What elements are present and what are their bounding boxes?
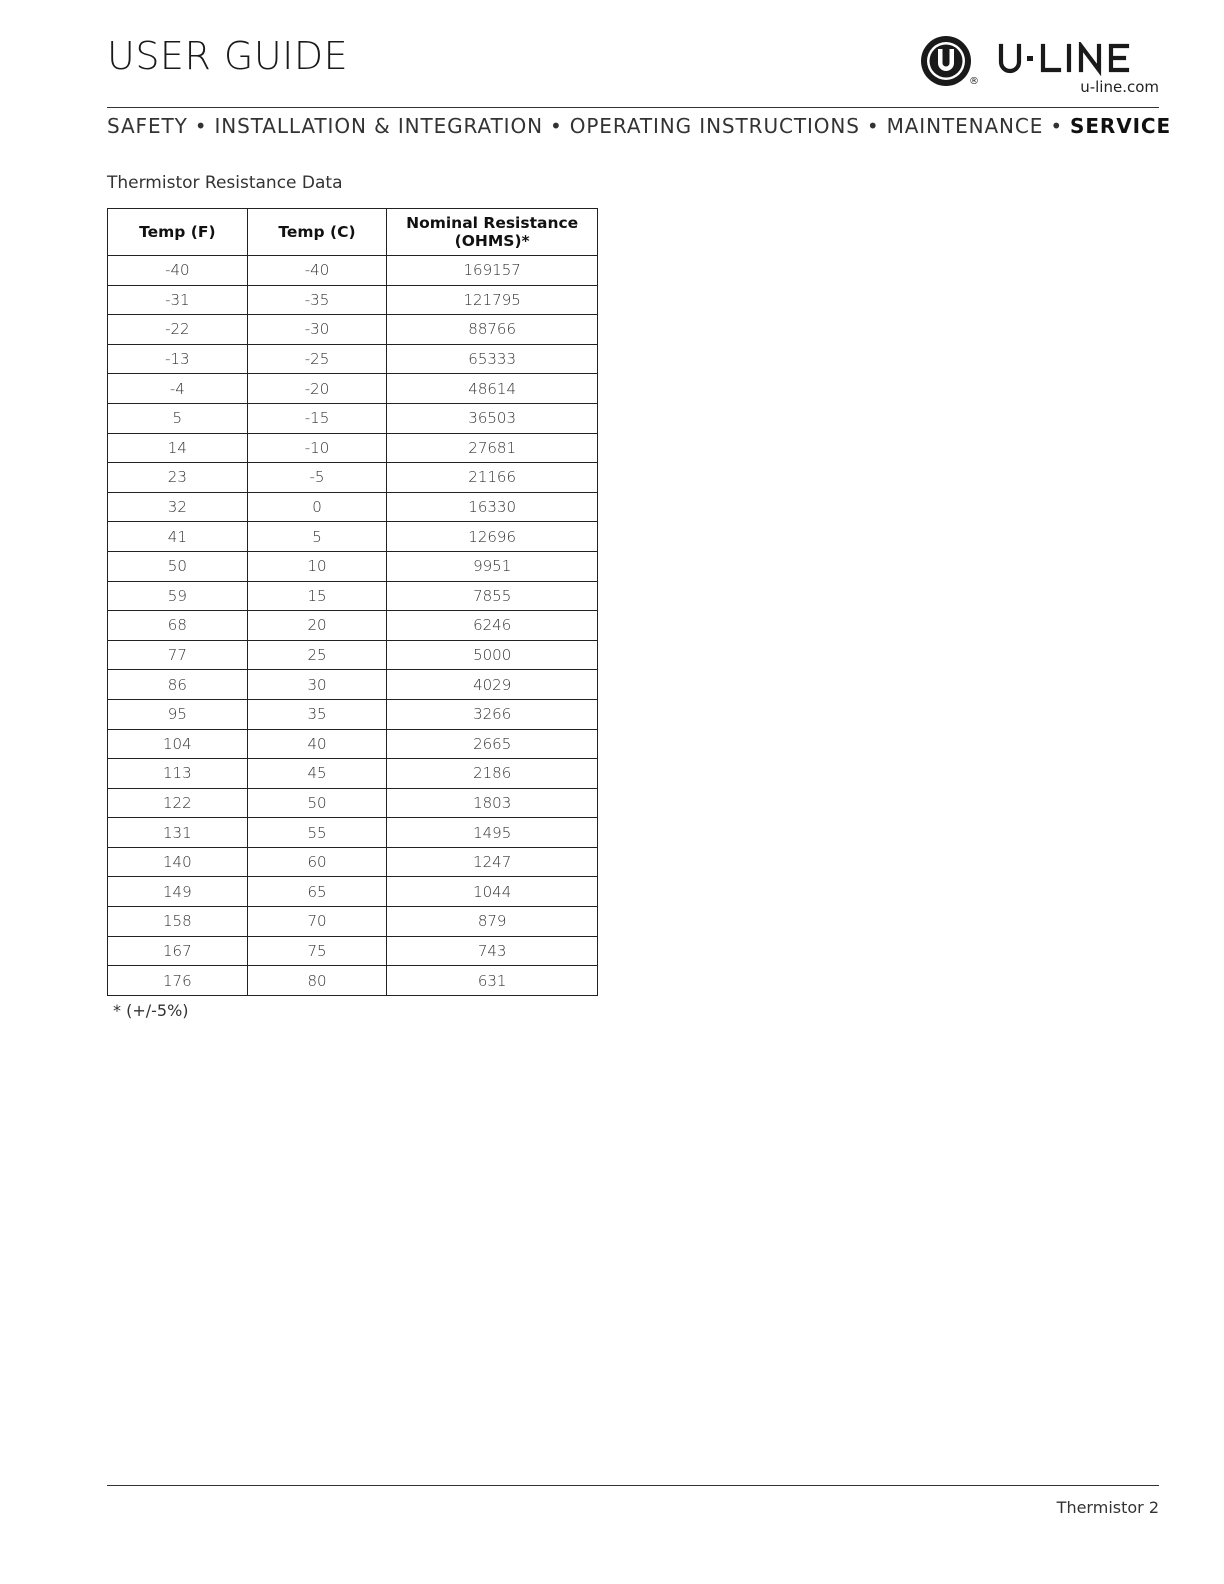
brand-logo [919, 34, 1159, 96]
table-row [108, 374, 598, 404]
cell-temp-c: 75 [247, 936, 387, 966]
cell-temp-f: 50 [108, 551, 248, 581]
table-row [108, 818, 598, 848]
cell-temp-f: 23 [108, 463, 248, 493]
cell-temp-f: 41 [108, 522, 248, 552]
cell-temp-c: 40 [247, 729, 387, 759]
nav-separator: • [549, 114, 563, 138]
cell-resistance: 12696 [387, 522, 598, 552]
cell-temp-f: -13 [108, 344, 248, 374]
table-row [108, 640, 598, 670]
cell-temp-c: 30 [247, 670, 387, 700]
cell-resistance: 36503 [387, 403, 598, 433]
cell-temp-c: -30 [247, 315, 387, 345]
cell-temp-c: 55 [247, 818, 387, 848]
cell-temp-c: 15 [247, 581, 387, 611]
table-row [108, 907, 598, 937]
page-footer-label: Thermistor 2 [1056, 1498, 1159, 1517]
nav-separator: • [866, 114, 880, 138]
table-row [108, 315, 598, 345]
nav-separator: • [1050, 114, 1064, 138]
cell-temp-f: -4 [108, 374, 248, 404]
table-row [108, 877, 598, 907]
table-row [108, 611, 598, 641]
cell-resistance: 5000 [387, 640, 598, 670]
cell-temp-f: 86 [108, 670, 248, 700]
cell-temp-f: 167 [108, 936, 248, 966]
page-title: USER GUIDE [107, 34, 349, 78]
cell-resistance: 27681 [387, 433, 598, 463]
table-body [108, 256, 598, 996]
cell-resistance: 2186 [387, 759, 598, 789]
cell-temp-c: 70 [247, 907, 387, 937]
header-temp-f: Temp (F) [108, 209, 248, 256]
table-row [108, 551, 598, 581]
cell-temp-c: -20 [247, 374, 387, 404]
section-nav [107, 114, 1172, 138]
nav-separator: • [194, 114, 208, 138]
cell-temp-c: -10 [247, 433, 387, 463]
header-divider [107, 107, 1159, 108]
cell-temp-f: -22 [108, 315, 248, 345]
cell-temp-f: 140 [108, 847, 248, 877]
footer-divider [107, 1485, 1159, 1486]
cell-temp-c: 25 [247, 640, 387, 670]
cell-temp-f: 122 [108, 788, 248, 818]
cell-temp-c: 0 [247, 492, 387, 522]
cell-resistance: 1044 [387, 877, 598, 907]
cell-temp-c: 50 [247, 788, 387, 818]
cell-temp-f: 149 [108, 877, 248, 907]
table-row [108, 788, 598, 818]
nav-item-installation: INSTALLATION & INTEGRATION [214, 114, 543, 138]
cell-resistance: 65333 [387, 344, 598, 374]
cell-temp-c: -5 [247, 463, 387, 493]
cell-temp-c: 10 [247, 551, 387, 581]
cell-temp-c: 5 [247, 522, 387, 552]
table-row [108, 699, 598, 729]
header-temp-c: Temp (C) [247, 209, 387, 256]
cell-resistance: 6246 [387, 611, 598, 641]
cell-resistance: 88766 [387, 315, 598, 345]
cell-resistance: 169157 [387, 256, 598, 286]
thermistor-resistance-table [107, 208, 598, 996]
cell-temp-c: 65 [247, 877, 387, 907]
cell-temp-f: 113 [108, 759, 248, 789]
nav-item-safety: SAFETY [107, 114, 188, 138]
header-resistance: Nominal Resistance (OHMS)* [387, 209, 598, 256]
cell-temp-f: 5 [108, 403, 248, 433]
cell-temp-f: 59 [108, 581, 248, 611]
cell-resistance: 2665 [387, 729, 598, 759]
registered-mark: ® [969, 76, 979, 87]
u-line-wordmark [995, 42, 1155, 76]
cell-resistance: 631 [387, 966, 598, 996]
table-row [108, 581, 598, 611]
table-row [108, 433, 598, 463]
cell-resistance: 4029 [387, 670, 598, 700]
cell-temp-c: -15 [247, 403, 387, 433]
table-row [108, 522, 598, 552]
table-footnote: * (+/-5%) [113, 1001, 189, 1020]
cell-resistance: 1495 [387, 818, 598, 848]
cell-temp-c: 80 [247, 966, 387, 996]
cell-temp-c: 35 [247, 699, 387, 729]
table-row [108, 403, 598, 433]
table-row [108, 936, 598, 966]
cell-resistance: 121795 [387, 285, 598, 315]
cell-temp-c: -25 [247, 344, 387, 374]
cell-temp-f: 104 [108, 729, 248, 759]
cell-temp-f: 95 [108, 699, 248, 729]
nav-item-maintenance: MAINTENANCE [886, 114, 1044, 138]
cell-resistance: 9951 [387, 551, 598, 581]
cell-resistance: 48614 [387, 374, 598, 404]
nav-item-operating: OPERATING INSTRUCTIONS [569, 114, 860, 138]
cell-resistance: 7855 [387, 581, 598, 611]
cell-temp-f: 131 [108, 818, 248, 848]
table-header-row [108, 209, 598, 256]
cell-temp-f: 68 [108, 611, 248, 641]
cell-temp-f: -31 [108, 285, 248, 315]
cell-temp-c: -35 [247, 285, 387, 315]
cell-temp-c: 60 [247, 847, 387, 877]
cell-resistance: 21166 [387, 463, 598, 493]
table-row [108, 256, 598, 286]
table-row [108, 966, 598, 996]
table-row [108, 463, 598, 493]
cell-temp-f: 158 [108, 907, 248, 937]
cell-resistance: 3266 [387, 699, 598, 729]
cell-temp-f: 32 [108, 492, 248, 522]
section-title: Thermistor Resistance Data [107, 173, 343, 193]
cell-temp-c: 45 [247, 759, 387, 789]
cell-resistance: 879 [387, 907, 598, 937]
u-line-logo-icon [919, 34, 975, 90]
cell-temp-f: 176 [108, 966, 248, 996]
table-row [108, 759, 598, 789]
brand-url: u-line.com [1080, 78, 1159, 96]
table-row [108, 729, 598, 759]
table-row [108, 344, 598, 374]
table-row [108, 285, 598, 315]
table-row [108, 847, 598, 877]
cell-resistance: 16330 [387, 492, 598, 522]
nav-item-service: SERVICE [1070, 114, 1172, 138]
cell-temp-f: -40 [108, 256, 248, 286]
table-row [108, 492, 598, 522]
cell-temp-c: 20 [247, 611, 387, 641]
cell-resistance: 743 [387, 936, 598, 966]
cell-resistance: 1803 [387, 788, 598, 818]
cell-temp-c: -40 [247, 256, 387, 286]
cell-temp-f: 14 [108, 433, 248, 463]
table-row [108, 670, 598, 700]
cell-temp-f: 77 [108, 640, 248, 670]
cell-resistance: 1247 [387, 847, 598, 877]
